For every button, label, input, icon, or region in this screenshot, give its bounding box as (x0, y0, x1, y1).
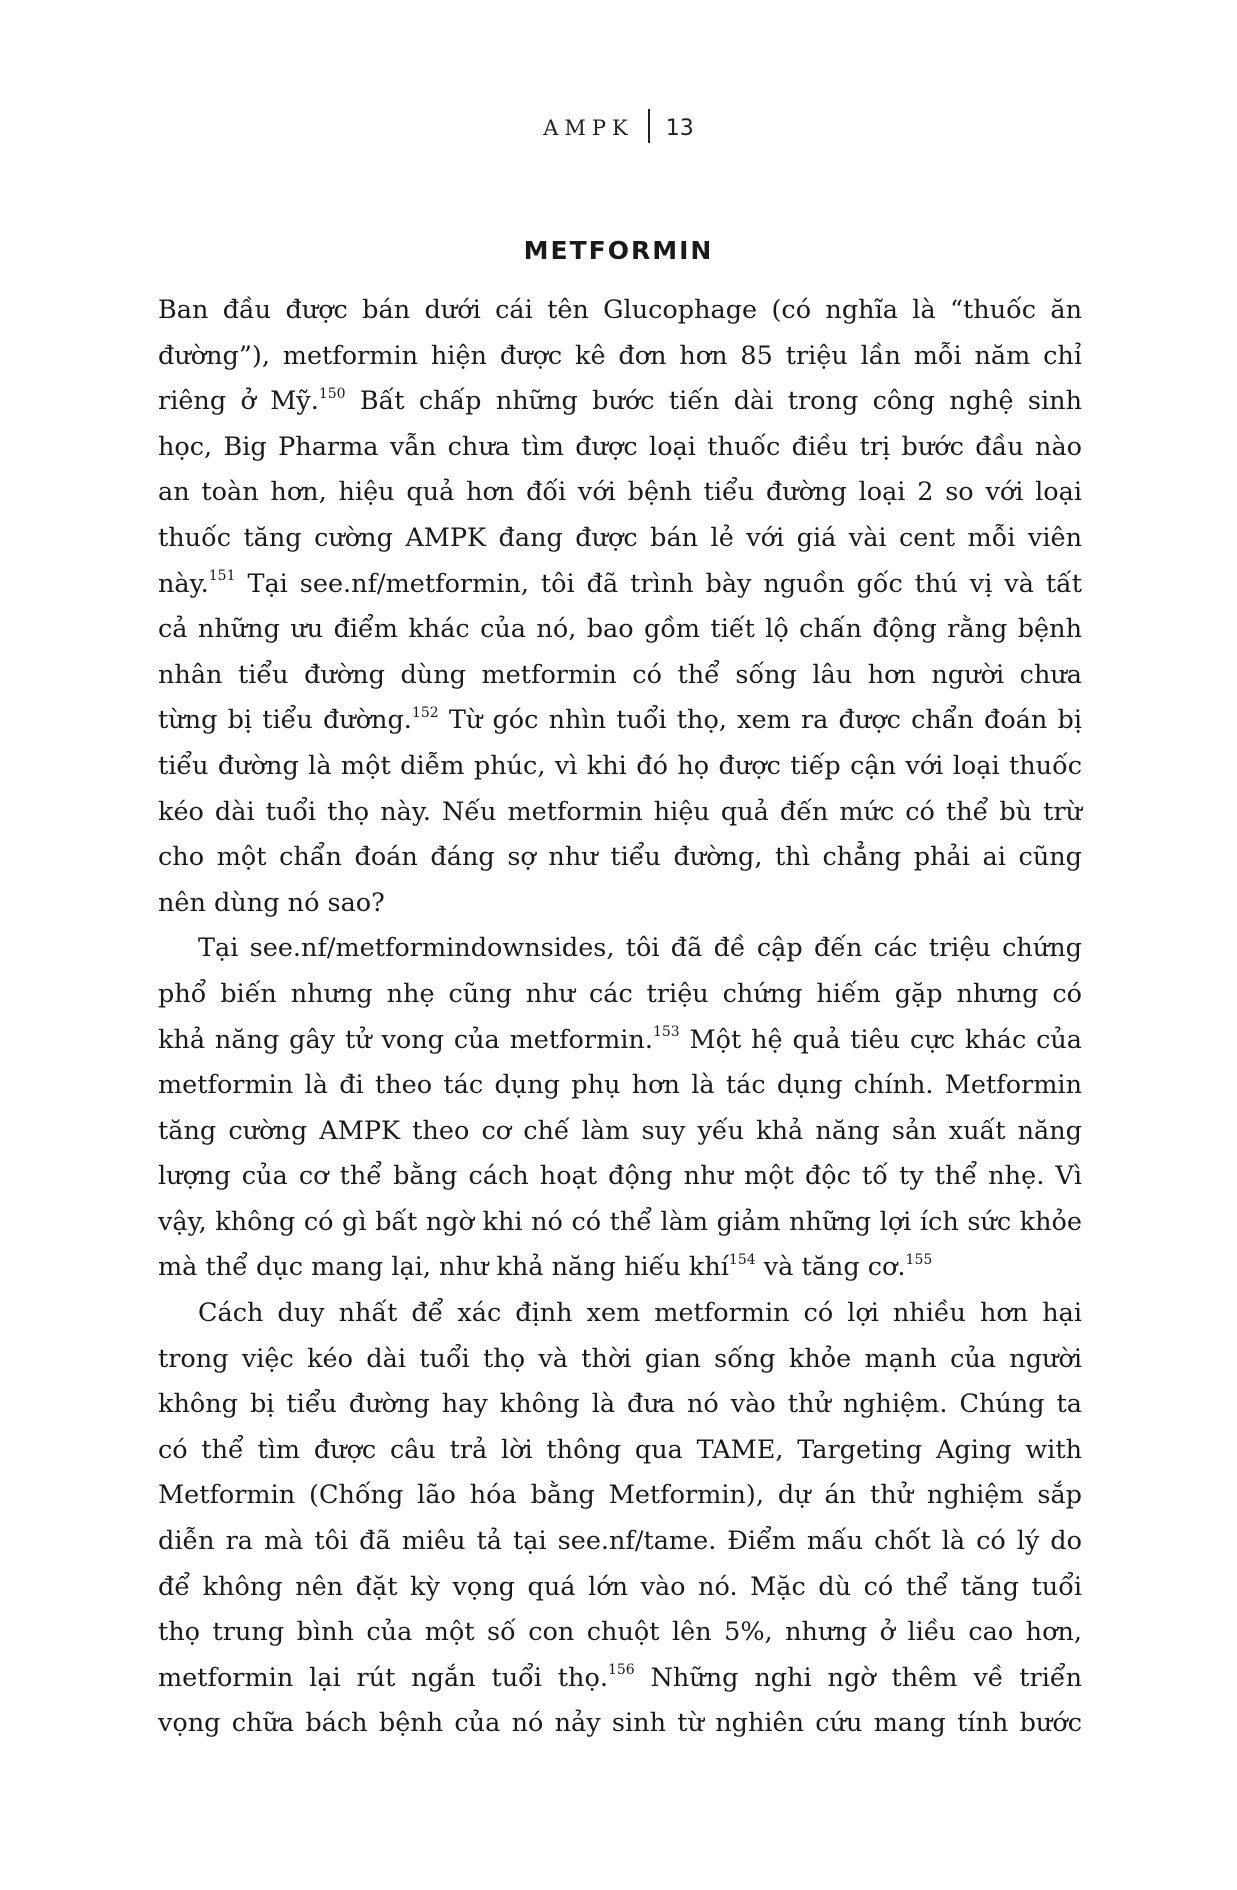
line-text: từng bị tiểu đường. (158, 705, 412, 736)
line-text: nên dùng nó sao? (158, 887, 385, 918)
text-line (158, 470, 1082, 516)
text-line (158, 972, 1082, 1018)
line-text: metformin là đi theo tác dụng phụ hơn là tác dụng chính. Metformin (158, 1070, 1082, 1101)
text-line (158, 1200, 1082, 1246)
paragraph (158, 288, 1082, 926)
text-line (158, 1701, 1082, 1747)
line-text: và tăng cơ. (755, 1252, 906, 1283)
line-text: vọng chữa bách bệnh của nó nảy sinh từ nghiên cứu mang tính bước (158, 1708, 1082, 1739)
line-text: học, Big Pharma vẫn chưa tìm được loại thuốc điều trị bước đầu nào (158, 431, 1082, 462)
line-text: vậy, không có gì bất ngờ khi nó có thể làm giảm những lợi ích sức khỏe (158, 1206, 1082, 1237)
footnote-reference: 155 (905, 1251, 933, 1268)
line-text: thọ trung bình của một số con chuột lên 5%, nhưng ở liều cao hơn, (158, 1617, 1082, 1648)
running-head-separator (648, 109, 650, 143)
line-text: này. (158, 568, 209, 599)
text-line (158, 379, 1082, 425)
line-text: Ban đầu được bán dưới cái tên Glucophage (có nghĩa là “thuốc ăn (158, 295, 1082, 325)
footnote-reference: 153 (652, 1024, 680, 1040)
line-text: thuốc tăng cường AMPK đang được bán lẻ với giá vài cent mỗi viên (158, 522, 1082, 553)
section-heading: METFORMIN (523, 236, 714, 265)
line-text: nhân tiểu đường dùng metformin có thể sống lâu hơn người chưa (158, 659, 1082, 690)
text-line (158, 698, 1082, 744)
text-line (158, 790, 1082, 836)
text-line (158, 835, 1082, 881)
line-text: Metformin (Chống lão hóa bằng Metformin), dự án thử nghiệm sắp (158, 1480, 1082, 1511)
line-text: đường”), metformin hiện được kê đơn hơn 85 triệu lần mỗi năm chỉ (158, 340, 1082, 371)
text-line (158, 881, 1082, 927)
text-line (158, 1519, 1082, 1565)
line-text: cả những ưu điểm khác của nó, bao gồm tiết lộ chấn động rằng bệnh (158, 614, 1082, 645)
line-text: diễn ra mà tôi đã miêu tả tại see.nf/tame. Điểm mấu chốt là có lý do (158, 1526, 1082, 1557)
text-line (158, 1382, 1082, 1428)
line-text: mà thể dục mang lại, như khả năng hiếu khí (158, 1252, 729, 1283)
paragraph (158, 926, 1082, 1291)
line-text: Những nghi ngờ thêm về triển (634, 1662, 1082, 1693)
text-line (158, 653, 1082, 699)
line-text: cho một chẩn đoán đáng sợ như tiểu đường, thì chẳng phải ai cũng (158, 842, 1082, 873)
text-line (158, 1428, 1082, 1474)
page-number: 13 (665, 116, 694, 141)
line-text: Tại see.nf/metformin, tôi đã trình bày nguồn gốc thú vị và tất (235, 568, 1082, 599)
text-line (158, 1063, 1082, 1109)
line-text: không bị tiểu đường hay không là đưa nó vào thử nghiệm. Chúng ta (158, 1389, 1082, 1420)
footnote-reference: 151 (208, 568, 236, 585)
line-text: Tại see.nf/metformindownsides, tôi đã đề cập đến các triệu chứng (198, 933, 1082, 964)
line-text: để không nên đặt kỳ vọng quá lớn vào nó. Mặc dù có thể tăng tuổi (158, 1571, 1082, 1602)
footnote-reference: 150 (318, 385, 346, 402)
text-line (158, 1656, 1082, 1702)
line-text: Cách duy nhất để xác định xem metformin có lợi nhiều hơn hại (198, 1298, 1082, 1329)
text-line (158, 926, 1082, 972)
text-line (158, 1154, 1082, 1200)
footnote-reference: 154 (728, 1251, 756, 1268)
line-text: có thể tìm được câu trả lời thông qua TAME, Targeting Aging with (158, 1434, 1082, 1465)
text-line (158, 744, 1082, 790)
line-text: metformin lại rút ngắn tuổi thọ. (158, 1662, 608, 1693)
line-text: an toàn hơn, hiệu quả hơn đối với bệnh tiểu đường loại 2 so với loại (158, 477, 1082, 508)
text-line (158, 1018, 1082, 1064)
text-line (158, 1245, 1082, 1291)
text-line (158, 425, 1082, 471)
text-line (158, 1565, 1082, 1611)
line-text: phổ biến nhưng nhẹ cũng như các triệu chứng hiếm gặp nhưng có (158, 978, 1082, 1009)
text-line (158, 334, 1082, 380)
text-line (158, 1109, 1082, 1155)
line-text: tiểu đường là một diễm phúc, vì khi đó họ được tiếp cận với loại thuốc (158, 750, 1082, 781)
line-text: Bất chấp những bước tiến dài trong công nghệ sinh (345, 386, 1082, 417)
text-line (158, 1337, 1082, 1383)
text-line (158, 607, 1082, 653)
footnote-reference: 156 (607, 1662, 635, 1679)
body-text (158, 288, 1082, 1747)
text-line (158, 1291, 1082, 1337)
text-line (158, 516, 1082, 562)
text-line (158, 1473, 1082, 1519)
text-line (158, 288, 1082, 334)
line-text: Từ góc nhìn tuổi thọ, xem ra được chẩn đoán bị (438, 705, 1082, 736)
footnote-reference: 152 (411, 704, 439, 721)
line-text: Một hệ quả tiêu cực khác của (679, 1024, 1082, 1055)
line-text: riêng ở Mỹ. (158, 386, 319, 417)
line-text: lượng của cơ thể bằng cách hoạt động như một độc tố ty thể nhẹ. Vì (158, 1161, 1082, 1192)
running-head (0, 112, 1237, 146)
text-line (158, 562, 1082, 608)
line-text: trong việc kéo dài tuổi thọ và thời gian sống khỏe mạnh của người (158, 1343, 1082, 1374)
text-line (158, 1610, 1082, 1656)
line-text: khả năng gây tử vong của metformin. (158, 1024, 653, 1055)
paragraph (158, 1291, 1082, 1747)
line-text: kéo dài tuổi thọ này. Nếu metformin hiệu quả đến mức có thể bù trừ (158, 796, 1082, 827)
running-head-title: AMPK (543, 116, 634, 140)
line-text: tăng cường AMPK theo cơ chế làm suy yếu khả năng sản xuất năng (158, 1115, 1082, 1146)
